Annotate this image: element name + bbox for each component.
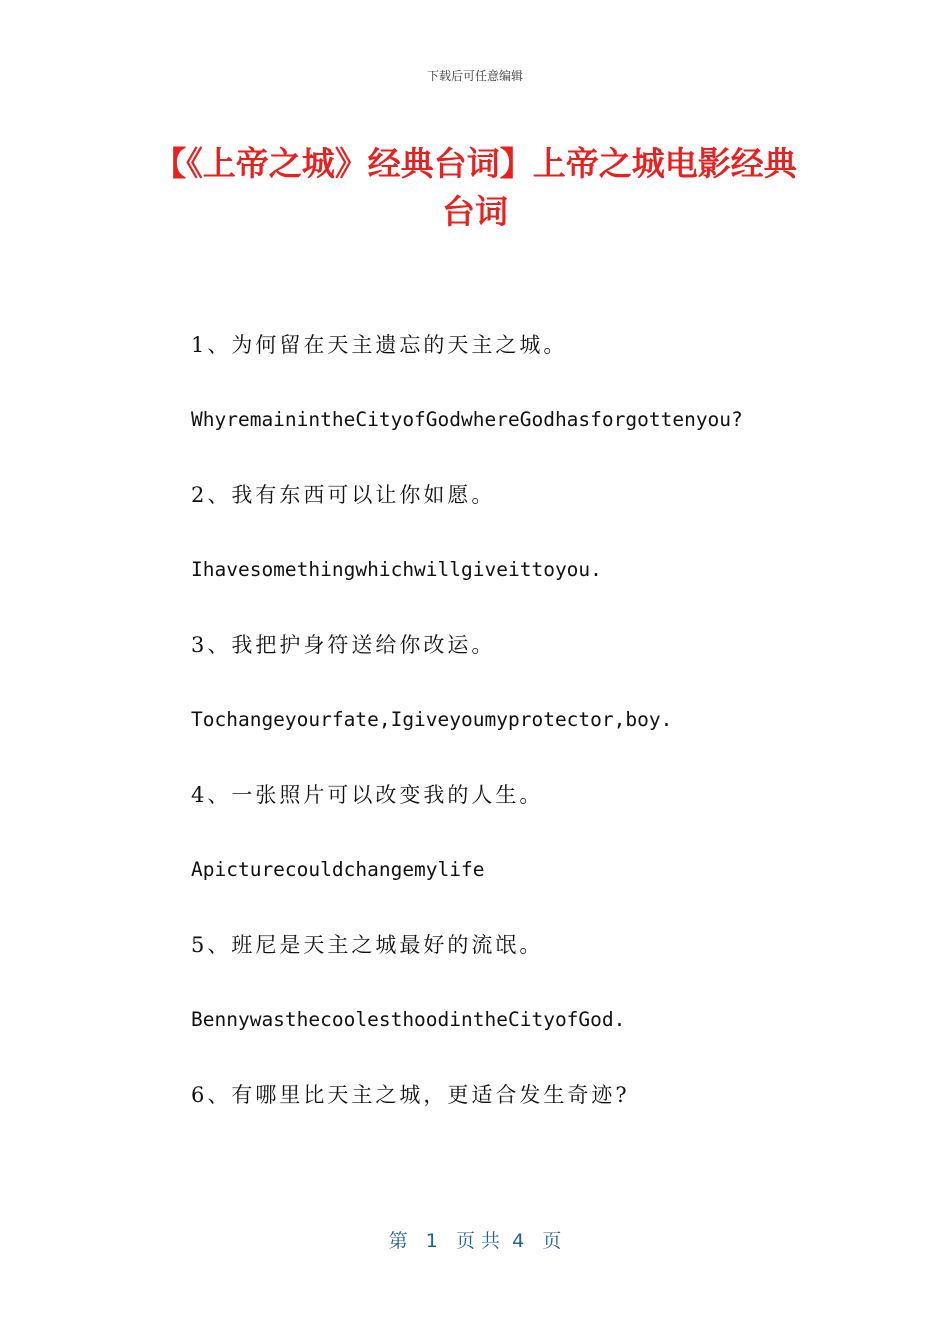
line-2: WhyremainintheCityofGodwhereGodhasforgottenyou? [191, 408, 743, 431]
line-7: 4、一张照片可以改变我的人生。 [191, 783, 544, 807]
line-11: 6、有哪里比天主之城，更适合发生奇迹? [191, 1083, 630, 1107]
line-6: Tochangeyourfate,Igiveyoumyprotector,boy. [191, 708, 673, 731]
document-body [191, 326, 811, 1151]
line-3: 2、我有东西可以让你如愿。 [191, 483, 496, 507]
document-title: 【《上帝之城》经典台词】上帝之城电影经典台词 [153, 144, 797, 231]
page-footer [0, 1226, 950, 1253]
line-9: 5、班尼是天主之城最好的流氓。 [191, 933, 544, 957]
line-1: 1、为何留在天主遗忘的天主之城。 [191, 333, 568, 357]
footer-label-pages: 页 [542, 1230, 562, 1252]
line-5: 3、我把护身符送给你改运。 [191, 633, 496, 657]
line-10: BennywasthecoolesthoodintheCityofGod. [191, 1008, 626, 1031]
footer-total-pages: 4 [512, 1230, 525, 1252]
header-note: 下载后可任意编辑 [426, 69, 523, 83]
line-4: Ihavesomethingwhichwillgiveittoyou. [191, 558, 602, 581]
footer-current-page: 1 [425, 1230, 438, 1252]
footer-label-of: 页 共 [455, 1230, 501, 1252]
footer-label-page: 第 [388, 1230, 408, 1252]
line-8: Apicturecouldchangemylife [191, 858, 485, 881]
